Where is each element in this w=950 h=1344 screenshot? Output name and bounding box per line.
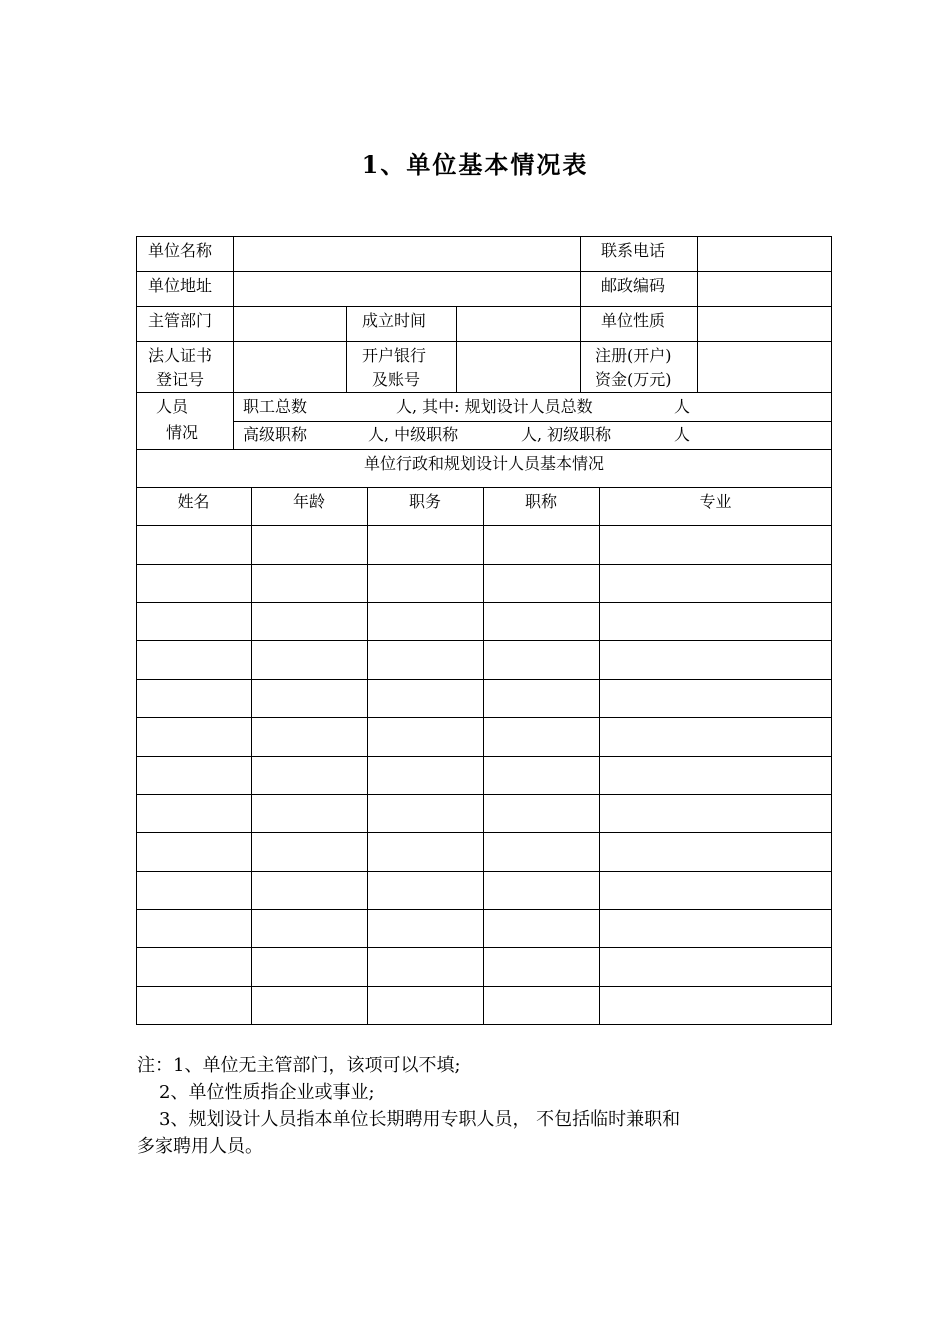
row-divider bbox=[136, 794, 832, 795]
bank-field[interactable] bbox=[457, 342, 579, 391]
col-header-age: 年龄 bbox=[292, 492, 325, 511]
row-divider bbox=[136, 679, 832, 680]
bank-label-line2: 及账号 bbox=[372, 370, 421, 389]
junior-unit: 人 bbox=[674, 425, 691, 444]
personnel-label-line2: 情况 bbox=[166, 423, 199, 442]
col-divider bbox=[367, 487, 368, 1025]
page-title: 1、单位基本情况表 bbox=[361, 150, 589, 179]
note-4: 多家聘用人员。 bbox=[137, 1136, 263, 1157]
col-divider bbox=[483, 487, 484, 1025]
phone-field[interactable] bbox=[698, 237, 831, 270]
designer-total-label: 人, 其中: 规划设计人员总数 bbox=[396, 397, 593, 416]
note-1: 注：1、单位无主管部门，该项可以不填; bbox=[137, 1055, 461, 1076]
notes bbox=[137, 1052, 827, 1160]
bank-label-line1: 开户银行 bbox=[362, 346, 427, 365]
address-field[interactable] bbox=[234, 272, 579, 305]
row-divider bbox=[136, 487, 832, 488]
total-staff-label: 职工总数 bbox=[243, 397, 308, 416]
row-divider bbox=[136, 986, 832, 987]
dept-label: 主管部门 bbox=[148, 311, 213, 330]
postcode-label: 邮政编码 bbox=[601, 276, 666, 295]
row-divider bbox=[136, 564, 832, 565]
founded-field[interactable] bbox=[457, 307, 579, 340]
unit-name-label: 单位名称 bbox=[148, 241, 213, 260]
row-divider bbox=[136, 832, 832, 833]
row-divider bbox=[233, 421, 832, 422]
personnel-label-line1: 人员 bbox=[156, 397, 189, 416]
col-header-title: 职称 bbox=[524, 492, 557, 511]
staff-section-title: 单位行政和规划设计人员基本情况 bbox=[363, 454, 604, 473]
capital-label-line1: 注册(开户) bbox=[595, 346, 672, 365]
row-divider bbox=[136, 947, 832, 948]
senior-title-label: 高级职称 bbox=[243, 425, 308, 444]
postcode-field[interactable] bbox=[698, 272, 831, 305]
row-divider bbox=[136, 756, 832, 757]
junior-title-label: 人, 初级职称 bbox=[521, 425, 612, 444]
unit-name-field[interactable] bbox=[234, 237, 579, 270]
founded-label: 成立时间 bbox=[362, 311, 427, 330]
capital-field[interactable] bbox=[698, 342, 831, 391]
row-divider bbox=[136, 871, 832, 872]
col-header-position: 职务 bbox=[408, 492, 441, 511]
row-divider bbox=[136, 717, 832, 718]
row-divider bbox=[136, 640, 832, 641]
row-divider bbox=[136, 602, 832, 603]
capital-label-line2: 资金(万元) bbox=[595, 370, 672, 389]
middle-title-label: 人, 中级职称 bbox=[368, 425, 459, 444]
row-divider bbox=[136, 525, 832, 526]
col-header-major: 专业 bbox=[699, 492, 732, 511]
address-label: 单位地址 bbox=[148, 276, 213, 295]
note-2: 2、单位性质指企业或事业; bbox=[159, 1082, 375, 1103]
note-3: 3、规划设计人员指本单位长期聘用专职人员， 不包括临时兼职和 bbox=[159, 1109, 681, 1130]
row-divider bbox=[136, 449, 832, 450]
col-divider bbox=[251, 487, 252, 1025]
col-divider bbox=[580, 236, 581, 392]
row-divider bbox=[136, 909, 832, 910]
nature-label: 单位性质 bbox=[601, 311, 666, 330]
row-divider bbox=[136, 392, 832, 393]
col-divider bbox=[346, 306, 347, 392]
cert-label-line1: 法人证书 bbox=[148, 346, 213, 365]
designer-unit: 人 bbox=[674, 397, 691, 416]
cert-label-line2: 登记号 bbox=[156, 370, 205, 389]
nature-field[interactable] bbox=[698, 307, 831, 340]
col-divider bbox=[599, 487, 600, 1025]
dept-field[interactable] bbox=[234, 307, 345, 340]
cert-field[interactable] bbox=[234, 342, 345, 391]
col-header-name: 姓名 bbox=[177, 492, 210, 511]
phone-label: 联系电话 bbox=[601, 241, 666, 260]
